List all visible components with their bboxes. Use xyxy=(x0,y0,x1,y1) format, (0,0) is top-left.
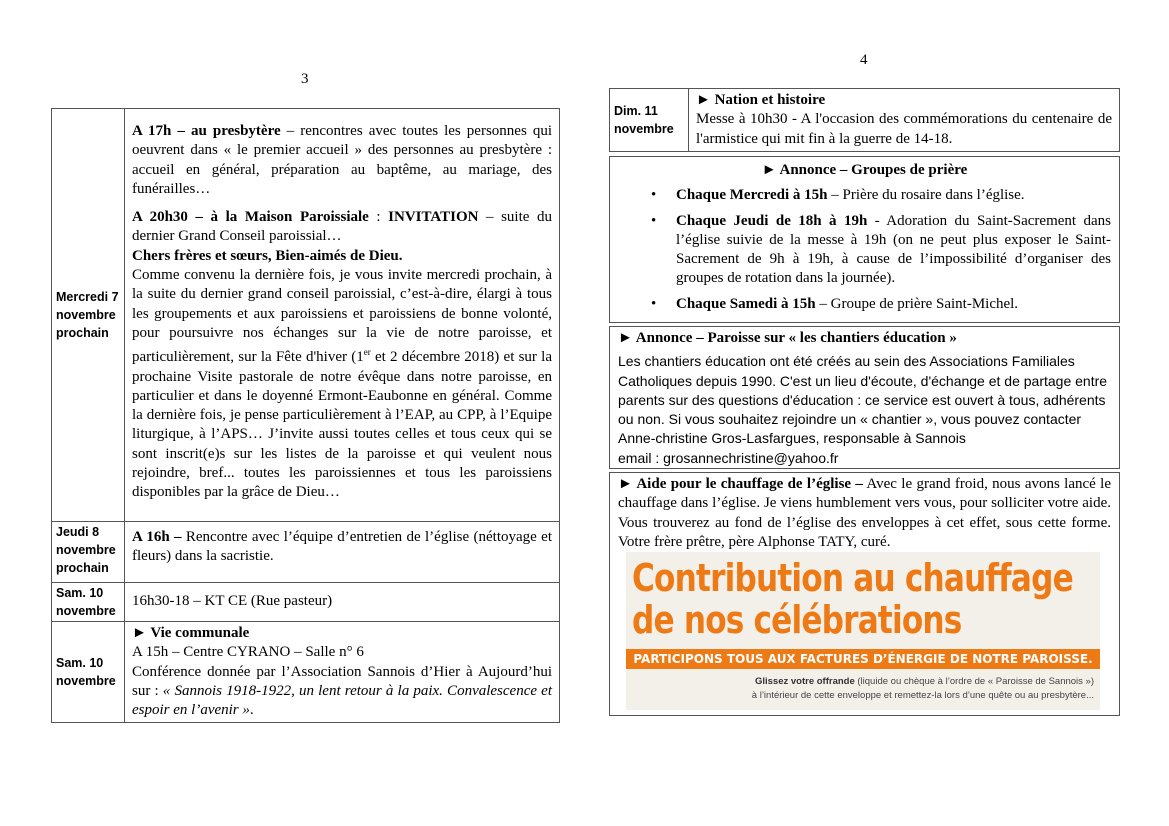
event-text: 16h30-18 – KT CE (Rue pasteur) xyxy=(132,593,333,610)
event-cell xyxy=(125,583,560,622)
event-line: A 15h – Centre CYRANO – Salle n° 6 xyxy=(132,644,364,661)
page-number-left: 3 xyxy=(301,71,309,87)
prayer-text: – Prière du rosaire dans l’église. xyxy=(827,187,1025,204)
day-line: novembre xyxy=(56,674,116,689)
event-title: ► Vie communale xyxy=(132,625,250,641)
heating-title: ► Aide pour le chauffage de l’église – xyxy=(618,476,863,492)
event-time: A 17h – au presbytère xyxy=(132,123,281,139)
poster-band: PARTICIPONS TOUS AUX FACTURES D’ÉNERGIE DE NOTRE PAROISSE. xyxy=(626,649,1100,669)
event-separator: : xyxy=(368,209,389,226)
poster-instruction-1 xyxy=(755,676,1094,687)
list-item xyxy=(618,212,1111,289)
email-label: email : xyxy=(618,449,664,466)
day-line: novembre xyxy=(56,543,116,557)
history-table xyxy=(609,88,1120,152)
event-cell xyxy=(125,522,560,583)
day-cell xyxy=(52,109,125,522)
list-item xyxy=(618,186,1111,205)
day-line: prochain xyxy=(56,326,109,340)
prayer-groups-title: ► Annonce – Groupes de prière xyxy=(761,162,968,178)
table-row xyxy=(52,583,560,622)
day-line: Sam. 10 xyxy=(56,586,104,600)
poster-headline-1: Contribution au chauffage xyxy=(632,556,1073,600)
event-time: A 16h – xyxy=(132,529,182,545)
page-number-right: 4 xyxy=(860,52,868,68)
list-item xyxy=(618,295,1111,314)
event-text: Conférence donnée par l’Association Sannois d’Hier à Aujourd’hui sur : xyxy=(132,663,552,699)
poster-instruction-bold: Glissez votre offrande xyxy=(754,676,855,687)
table-row xyxy=(52,522,560,583)
letter-part-2: et 2 décembre 2018) et sur la prochaine Visite pastorale de notre évêque dans notre paroisse, en particulier et dans le doyenné Ermont-Eaubonne en général. Comme la dernière fois, je pense particulièrement à l’EAP, au CPP, à l’Equipe liturgique, à l’APS… J’invite aussi toutes celles et tous ceux qui se sont inscrit(e)s sur les listes de la paroisse et qui veulent nous rejoindre, bref... toutes les paroissiennes et tous les paroissiens disponibles par la grâce de Dieu… xyxy=(132,349,552,501)
day-cell xyxy=(610,89,689,152)
prayer-groups-box xyxy=(609,156,1120,323)
greeting xyxy=(132,247,552,266)
table-row xyxy=(610,89,1120,152)
education-title: ► Annonce – Paroisse sur « les chantiers éducation » xyxy=(618,330,957,346)
heating-paragraph: Avec le grand froid, nous avons lancé le chauffage dans l’église. Je viens humblement vers vous, pour solliciter votre aide. Vous trouverez au fond de l’église des enveloppes à cet effet, sous cette forme. Votre frère prêtre, père Alphonse TATY, curé. xyxy=(618,476,1111,550)
event-text: – rencontres avec toutes les personnes qui oeuvrent dans « le premier accueil » des personnes au presbytère : accueil en général, préparation au baptême, au mariage, des funérailles… xyxy=(132,123,553,197)
prayer-text: – Groupe de prière Saint-Michel. xyxy=(815,295,1019,312)
education-text xyxy=(618,352,1111,468)
event-end: . xyxy=(249,702,254,719)
day-line: Sam. 10 xyxy=(56,656,104,671)
event-text: Rencontre avec l’équipe d’entretien de l’église (néttoyage et fleurs) dans la sacristie. xyxy=(132,529,552,565)
event-paragraph xyxy=(132,528,552,567)
table-row xyxy=(52,109,560,522)
day-cell xyxy=(52,522,125,583)
poster-instruction-rest: (liquide ou chèque à l’ordre de « Paroisse de Sannois ») xyxy=(854,676,1094,687)
letter-text xyxy=(132,266,552,503)
event-paragraph xyxy=(132,208,552,247)
letter-part-1: Comme convenu la dernière fois, je vous invite mercredi prochain, à la suite du dernier grand conseil paroissial, c’est-à-dire, élargi à tous les groupements et aux paroissiens et paroissiens de bonne volonté, pour poursuivre nos échanges sur la vie de notre paroisse, et particulièrement, sur la Fête d'hiver (1 xyxy=(132,267,552,366)
letter-superscript: er xyxy=(363,347,371,358)
invitation-label: INVITATION xyxy=(388,209,479,226)
education-paragraph: Les chantiers éducation ont été créés au sein des Associations Familiales Catholiques depuis 1990. C'est un lieu d'écoute, d'échange et de partage entre parents sur des questions d'éducation : ce service est ouvert à tous, adhérents ou non. Si vous souhaitez rejoindre un « chantier », vous pouvez contacter Anne-christine Gros-Lasfargues, responsable à Sannois xyxy=(618,353,1108,447)
event-cell xyxy=(125,622,560,723)
greeting-text: Chers frères et sœurs, Bien-aimés de Dieu. xyxy=(132,247,403,264)
event-cell xyxy=(689,89,1120,152)
prayer-list xyxy=(618,186,1111,314)
event-text: Messe à 10h30 - A l'occasion des commémorations du centenaire de l'armistice qui mit fin à la guerre de 14-18. xyxy=(696,111,1112,147)
schedule-table-left xyxy=(51,108,560,723)
heating-envelope-image xyxy=(626,552,1100,710)
poster-instruction-2: à l’intérieur de cette enveloppe et remettez-la lors d’une quête ou au presbytère... xyxy=(751,690,1094,701)
poster-headline-2: de nos célébrations xyxy=(632,598,962,642)
day-line: prochain xyxy=(56,561,109,575)
heating-text xyxy=(618,475,1111,552)
prayer-time: Chaque Mercredi à 15h xyxy=(676,187,828,204)
prayer-time: Chaque Samedi à 15h xyxy=(676,295,816,312)
day-line: Jeudi 8 xyxy=(56,525,100,539)
day-line: Mercredi 7 xyxy=(56,290,119,304)
day-line: novembre xyxy=(614,121,674,136)
day-cell xyxy=(52,583,125,622)
day-line: novembre xyxy=(56,308,116,322)
prayer-text: - Adoration du Saint-Sacrement dans l’église suivie de la messe à 19h (on ne peut plus exposer le Saint-Sacrement de 9h à 19h, à cause de l’impossibilité d’organiser des groupes de rotation dans la journée). xyxy=(676,212,1111,287)
event-title: ► Nation et histoire xyxy=(696,92,826,108)
day-line: Dim. 11 xyxy=(614,103,658,118)
event-time: A 20h30 – à la Maison Paroissiale xyxy=(132,209,369,226)
prayer-time: Chaque Jeudi de 18h à 19h xyxy=(676,212,868,229)
day-cell xyxy=(52,622,125,723)
event-cell xyxy=(125,109,560,522)
day-line: novembre xyxy=(56,604,116,618)
event-text: – suite du dernier Grand Conseil paroissial… xyxy=(132,209,552,245)
table-row xyxy=(52,622,560,723)
event-paragraph xyxy=(132,122,552,199)
conference-title: « Sannois 1918-1922, un lent retour à la paix. Convalescence et espoir en l’avenir » xyxy=(132,682,552,719)
email-address[interactable]: grosannechristine@yahoo.fr xyxy=(663,449,839,466)
education-box xyxy=(609,326,1120,469)
